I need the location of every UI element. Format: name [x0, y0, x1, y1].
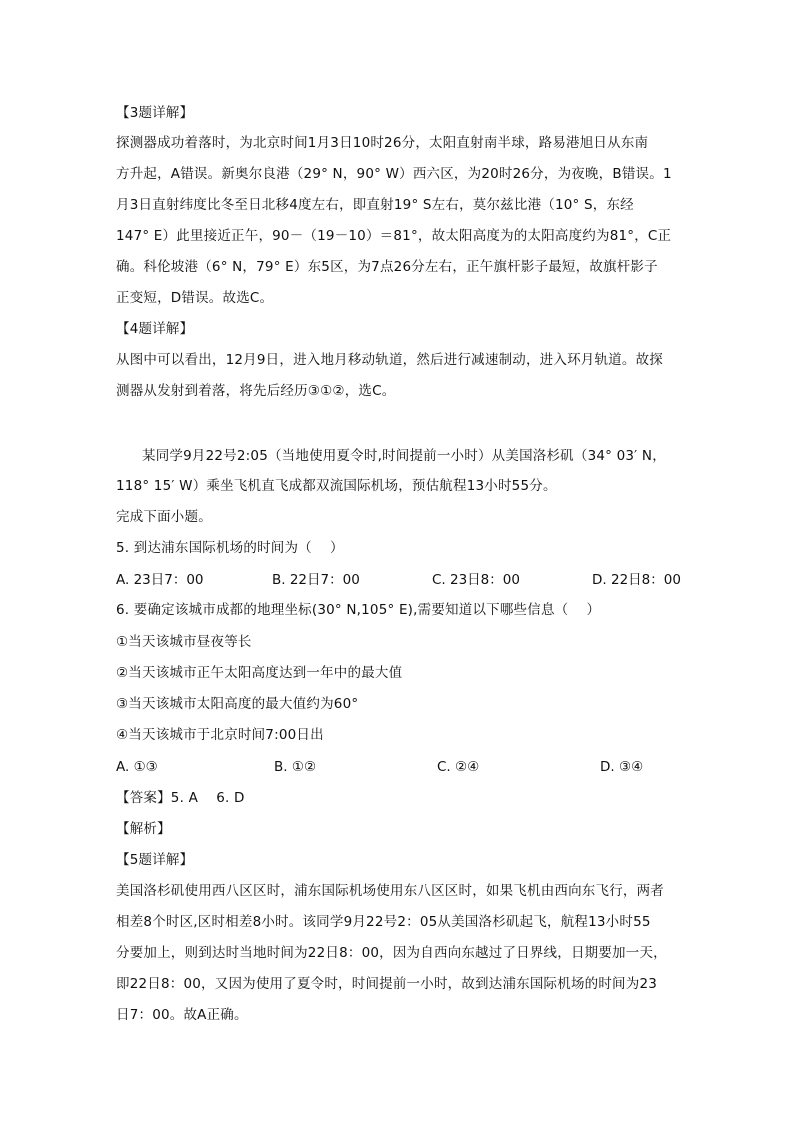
intro-line-1: 某同学9月22号2:05（当地使用夏令时,时间提前一小时）从美国洛杉矶（34° 03′ N， [142, 448, 666, 464]
q5-detail-line-5: 日7：00。故A正确。 [116, 1007, 248, 1023]
q6-option-a: A. ①③ [116, 759, 158, 775]
answer-line: 【答案】5. A 6. D [116, 790, 245, 806]
q5-option-a: A. 23日7：00 [116, 572, 204, 588]
q5-detail-line-4: 即22日8：00，又因为使用了夏令时，时间提前一小时，故到达浦东国际机场的时间为23 [116, 976, 658, 992]
q6-item-2: ②当天该城市正午太阳高度达到一年中的最大值 [116, 665, 403, 681]
q3-line-3: 月3日直射纬度比冬至日北移4度左右，即直射19° S左右，莫尔兹比港（10° S，东经 [116, 197, 634, 213]
q5-detail-heading: 【5题详解】 [116, 852, 194, 868]
q3-heading: 【3题详解】 [116, 105, 194, 121]
q4-line-2: 测器从发射到着落，将先后经历③①②，选C。 [116, 383, 396, 399]
q6-option-b: B. ①② [274, 759, 317, 775]
q3-line-4: 147° E）此里接近正午，90－（19－10）＝81°，故太阳高度为的太阳高度约为81°，C正 [116, 228, 672, 244]
q6-item-3: ③当天该城市太阳高度的最大值约为60° [116, 696, 359, 712]
q5-detail-line-1: 美国洛杉矶使用西八区区时，浦东国际机场使用东八区区时，如果飞机由西向东飞行，两者 [116, 883, 664, 899]
q6-stem: 6. 要确定该城市成都的地理坐标(30° N,105° E),需要知道以下哪些信息（ ） [116, 602, 601, 618]
q6-item-1: ①当天该城市昼夜等长 [116, 634, 252, 650]
q5-option-d: D. 22日8：00 [592, 572, 681, 588]
q4-heading: 【4题详解】 [116, 321, 194, 337]
q5-detail-line-3: 分要加上，则到达时当地时间为22日8：00，因为自西向东越过了日界线，日期要加一天， [116, 945, 667, 961]
q5-stem: 5. 到达浦东国际机场的时间为（ ） [116, 540, 344, 556]
q3-line-5: 确。科伦坡港（6° N，79° E）东5区，为7点26分左右，正午旗杆影子最短，故旗杆影子 [116, 259, 658, 275]
q5-option-c: C. 23日8：00 [432, 572, 520, 588]
q3-line-6: 正变短，D错误。故选C。 [116, 290, 274, 306]
q6-option-c: C. ②④ [437, 759, 480, 775]
intro-line-2: 118° 15′ W）乘坐飞机直飞成都双流国际机场，预估航程13小时55分。 [116, 478, 557, 494]
analysis-heading: 【解析】 [116, 821, 171, 837]
q5-detail-line-2: 相差8个时区,区时相差8小时。该同学9月22号2：05从美国洛杉矶起飞，航程13小时55 [116, 914, 651, 930]
q6-option-d: D. ③④ [600, 759, 644, 775]
q3-line-1: 探测器成功着落时，为北京时间1月3日10时26分，太阳直射南半球，路易港旭日从东南 [116, 135, 649, 151]
q6-item-4: ④当天该城市于北京时间7:00日出 [116, 727, 324, 743]
q5-option-b: B. 22日7：00 [272, 572, 360, 588]
q4-line-1: 从图中可以看出，12月9日，进入地月移动轨道，然后进行减速制动，进入环月轨道。故探 [116, 352, 663, 368]
intro-line-3: 完成下面小题。 [116, 509, 212, 525]
q3-line-2: 方升起，A错误。新奥尔良港（29° N，90° W）西六区，为20时26分，为夜晚，B错误。1 [116, 166, 672, 182]
